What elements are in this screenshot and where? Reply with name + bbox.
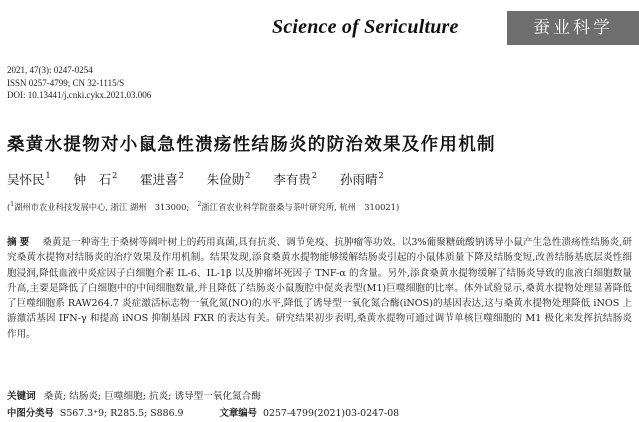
- affiliations: ($^1$湖州市农业科技发展中心, 浙江 湖州 313000; $^2$浙江省农业科学院蚕桑与茶叶研究所, 杭州 310021): [7, 201, 400, 212]
- journal-header: [0, 0, 639, 52]
- author-name: 钟 石: [73, 172, 112, 187]
- affiliation-2: 浙江省农业科学院蚕桑与茶叶研究所, 杭州 310021): [201, 202, 400, 212]
- paper-title: 桑黄水提物对小鼠急性溃疡性结肠炎的防治效果及作用机制: [7, 135, 496, 155]
- author-name: 孙雨晴: [339, 172, 378, 187]
- journal-title-en: Science of Sericulture: [272, 16, 459, 38]
- author-name: 霍进喜: [140, 172, 178, 187]
- issn-cn: ISSN 0257-4799; CN 32-1115/S: [7, 77, 125, 88]
- keywords-text: 桑黄; 结肠炎; 巨噬细胞; 抗炎; 诱导型一氧化氮合酶: [43, 391, 261, 402]
- affil-mark: 1: [10, 201, 15, 209]
- article-metadata: [7, 64, 151, 102]
- author-name: 吴怀民: [7, 172, 45, 187]
- author: [7, 170, 51, 188]
- author: [140, 170, 184, 188]
- affil-mark: 2: [197, 201, 202, 209]
- keywords-label: 关键词: [7, 391, 36, 402]
- abstract: [7, 235, 632, 342]
- author-affil-mark: 1: [45, 171, 51, 180]
- abstract-text: 桑黄是一种寄生于桑树等阔叶树上的药用真菌,具有抗炎、调节免疫、抗肿瘤等功效。以3%葡聚糖硫酸钠诱导小鼠产生急性溃疡性结肠炎,研究桑黄水提物对结肠炎的治疗效果及作用机制。结果发现,添食桑黄水提物能够缓解结肠炎引起的小鼠体质量下降及结肠变短,改善结肠基底层炎性细胞浸润,降低血液中炎症因子白细胞介素 IL-6、IL-1β 以及肿瘤坏死因子 TNF-α 的含量。另外,添食桑黄水提物缓解了结肠炎导致的血液白细胞数量升高,主要是降低了白细胞中的中间细胞数量,并且降低了结肠炎小鼠腹腔中促炎表型(M1)巨噬细胞的比率。体外试验显示,桑黄水提物处理显著降低了巨噬细胞系 RAW264.7 炎症激活标志物一氧化氮(NO)的水平,降低了诱导型一氧化氮合酶(iNOS)的基因表达,这与桑黄水提物处理降低 iNOS 上游激活基因 IFN-γ 和提高 iNOS 抑制基因 FXR 的表达有关。研究结果初步表明,桑黄水提物可通过调节单核巨噬细胞的 M1 极化来发挥抗结肠炎作用。: [7, 237, 632, 340]
- author-affil-mark: 2: [378, 171, 384, 180]
- volume-issue-pages: 2021, 47(3): 0247-0254: [7, 65, 93, 75]
- doi: DOI: 10.13441/j.cnki.cykx.2021.03.006: [7, 90, 152, 100]
- article-number-label: 文章编号: [219, 408, 258, 419]
- author-affil-mark: 2: [311, 171, 317, 180]
- affiliation-1: 湖州市农业科技发展中心, 浙江 湖州 313000;: [14, 202, 190, 212]
- author: [273, 170, 317, 188]
- article-number-value: 0257-4799(2021)03-0247-08: [263, 408, 400, 419]
- author-affil-mark: 2: [245, 171, 251, 180]
- abstract-label: 摘要: [7, 237, 33, 248]
- keywords: [7, 388, 261, 402]
- author: [340, 170, 384, 188]
- author-affil-mark: 2: [178, 171, 184, 180]
- clc-value: S567.3⁺9; R285.5; S886.9: [59, 408, 184, 419]
- author-affil-mark: 2: [112, 171, 118, 180]
- author-list: [7, 170, 403, 188]
- author-name: 朱俭勋: [206, 172, 245, 187]
- author: [207, 170, 251, 188]
- clc-label: 中图分类号: [7, 408, 54, 419]
- author-name: 李有贵: [273, 172, 311, 187]
- classification-line: [7, 405, 399, 419]
- journal-title-cn: 蚕业科学: [507, 11, 639, 45]
- author: [74, 170, 118, 188]
